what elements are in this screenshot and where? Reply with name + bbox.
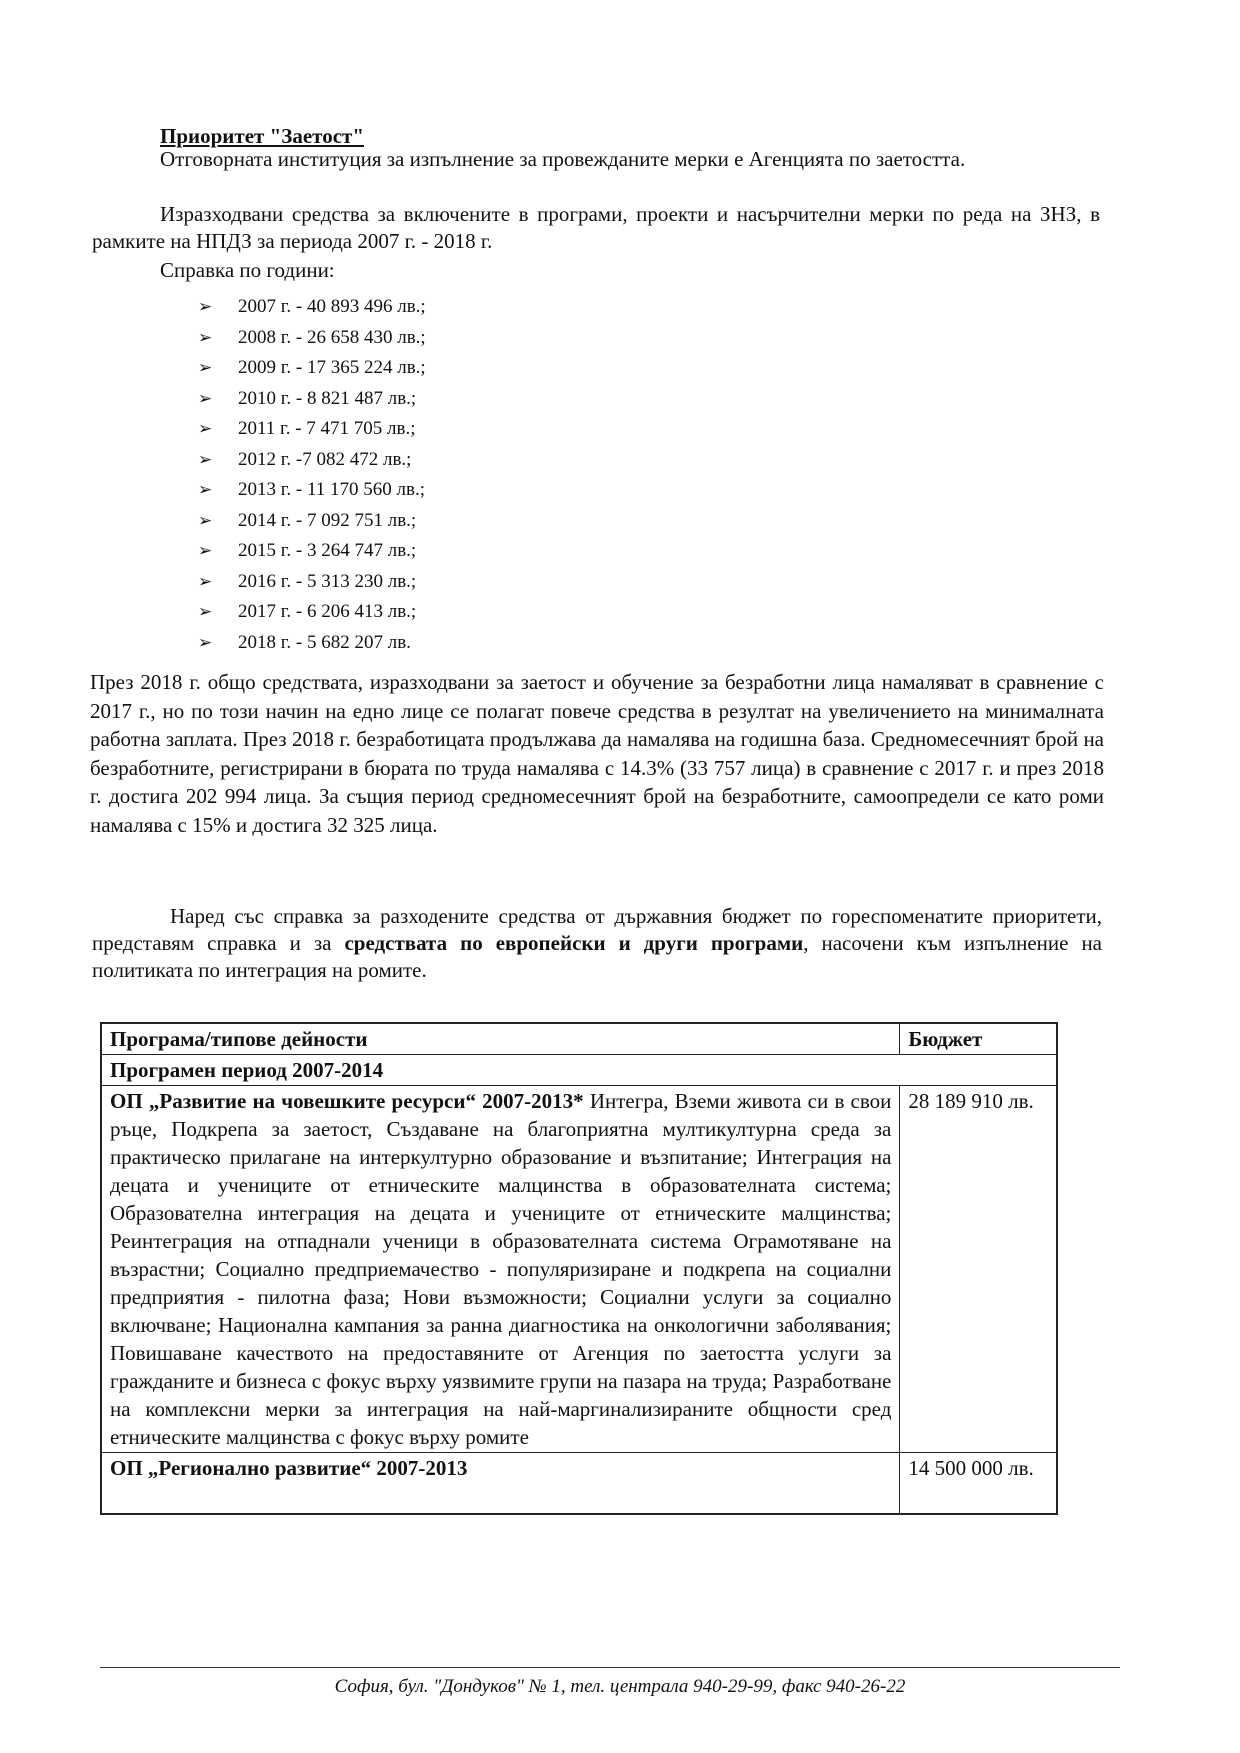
list-item: ➢ 2013 г. - 11 170 560 лв.; — [198, 475, 426, 506]
budget-cell: 14 500 000 лв. — [900, 1453, 1057, 1515]
analysis-paragraph: През 2018 г. общо средствата, изразходвани за заетост и обучение за безработни лица намаляват в сравнение с 2017 г., но по този начин на едно лице се полагат повече средства в резултат на увеличението на минималната работна заплата. През 2018 г. безработицата продължава да намалява на годишна база. Средномесечният брой на безработните, регистрирани в бюрата по труда намалява с 14.3% (33 757 лица) в сравнение с 2017 г. и през 2018 г. достига 202 994 лица. За същия период средномесечният брой на безработните, самоопредели се като роми намалява с 15% и достига 32 325 лица. — [90, 670, 1104, 837]
table-header-row — [101, 1023, 1057, 1055]
list-item: ➢ 2015 г. - 3 264 747 лв.; — [198, 536, 426, 567]
list-item: ➢ 2014 г. - 7 092 751 лв.; — [198, 506, 426, 537]
arrow-bullet-icon: ➢ — [198, 358, 213, 377]
program-title: ОП „Регионално развитие“ 2007-2013 — [110, 1456, 468, 1480]
list-item: ➢ 2016 г. - 5 313 230 лв.; — [198, 567, 426, 598]
list-item: ➢ 2012 г. -7 082 472 лв.; — [198, 445, 426, 476]
program-activities: Интегра, Вземи живота си в свои ръце, Подкрепа за заетост, Създаване на благоприятна мултикултурна среда за практическо прилагане на интеркултурно образование и възпитание; Интеграция на децата и учениците от етническите малцинства в образователната система; Образователна интеграция на децата и учениците от етническите малцинства; Реинтеграция на отпаднали ученици в образователната система Ограмотяване на възрастни; Социално предприемачество - популяризиране и подкрепа на социални предприятия - пилотна фаза; Нови възможности; Социални услуги за социално включване; Национална кампания за ранна диагностика на онкологични заболявания; Повишаване качеството на предоставяните от Агенция по заетостта услуги за гражданите и бизнеса с фокус върху уязвимите групи на пазара на труда; Разработване на комплексни мерки за интеграция на най-маргинализираните общности сред етническите малцинства с фокус върху ромите — [110, 1089, 892, 1449]
column-header-budget: Бюджет — [900, 1023, 1057, 1055]
arrow-bullet-icon: ➢ — [198, 602, 213, 621]
list-item: ➢ 2009 г. - 17 365 224 лв.; — [198, 353, 426, 384]
table-row — [101, 1086, 1057, 1453]
arrow-bullet-icon: ➢ — [198, 327, 213, 347]
arrow-bullet-icon: ➢ — [198, 388, 213, 408]
arrow-bullet-icon: ➢ — [198, 541, 213, 560]
arrow-bullet-icon: ➢ — [198, 297, 213, 316]
budget-table — [100, 1022, 1058, 1515]
spent-intro-paragraph: Изразходвани средства за включените в програми, проекти и насърчителни мерки по реда на ЗНЗ, в рамките на НПДЗ за периода 2007 г. - 2018 г. — [92, 202, 1100, 253]
budget-cell: 28 189 910 лв. — [900, 1086, 1057, 1453]
table-row — [101, 1453, 1057, 1515]
emphasis-text: средствата по европейски и други програми — [344, 931, 804, 955]
program-cell — [101, 1086, 900, 1453]
list-item: ➢ 2010 г. - 8 821 487 лв.; — [198, 384, 426, 415]
footer-divider — [100, 1667, 1120, 1668]
list-item: ➢ 2008 г. - 26 658 430 лв.; — [198, 323, 426, 354]
column-header-program: Програма/типове дейности — [101, 1023, 900, 1055]
list-item: ➢ 2011 г. - 7 471 705 лв.; — [198, 414, 426, 445]
list-item: ➢ 2007 г. - 40 893 496 лв.; — [198, 292, 426, 323]
program-title: ОП „Развитие на човешките ресурси“ 2007-2013* — [110, 1089, 584, 1113]
list-item: ➢ 2018 г. - 5 682 207 лв. — [198, 628, 426, 659]
program-cell — [101, 1453, 900, 1515]
intro-paragraph: Отговорната институция за изпълнение за провежданите мерки е Агенцията по заетостта. — [160, 147, 966, 171]
footer-address: София, бул. "Дондуков" № 1, тел. централа 940-29-99, факс 940-26-22 — [334, 1676, 906, 1697]
list-item: ➢ 2017 г. - 6 206 413 лв.; — [198, 597, 426, 628]
period-row — [101, 1055, 1057, 1086]
program-period-label: Програмен период 2007-2014 — [101, 1055, 1057, 1086]
years-list — [198, 292, 426, 658]
arrow-bullet-icon: ➢ — [198, 510, 213, 530]
arrow-bullet-icon: ➢ — [198, 419, 213, 438]
arrow-bullet-icon: ➢ — [198, 571, 213, 591]
years-list-title: Справка по години: — [160, 258, 335, 282]
section-heading: Приоритет "Заетост" — [160, 124, 364, 148]
eu-programs-paragraph: Наред със справка за разходените средства от държавния бюджет по гореспоменатите приоритети, представям справка и за средствата по европейски и други програми, насочени към изпълнение на политиката по интеграция на ромите. — [92, 904, 1103, 982]
arrow-bullet-icon: ➢ — [198, 449, 213, 469]
arrow-bullet-icon: ➢ — [198, 480, 213, 499]
arrow-bullet-icon: ➢ — [198, 632, 213, 652]
